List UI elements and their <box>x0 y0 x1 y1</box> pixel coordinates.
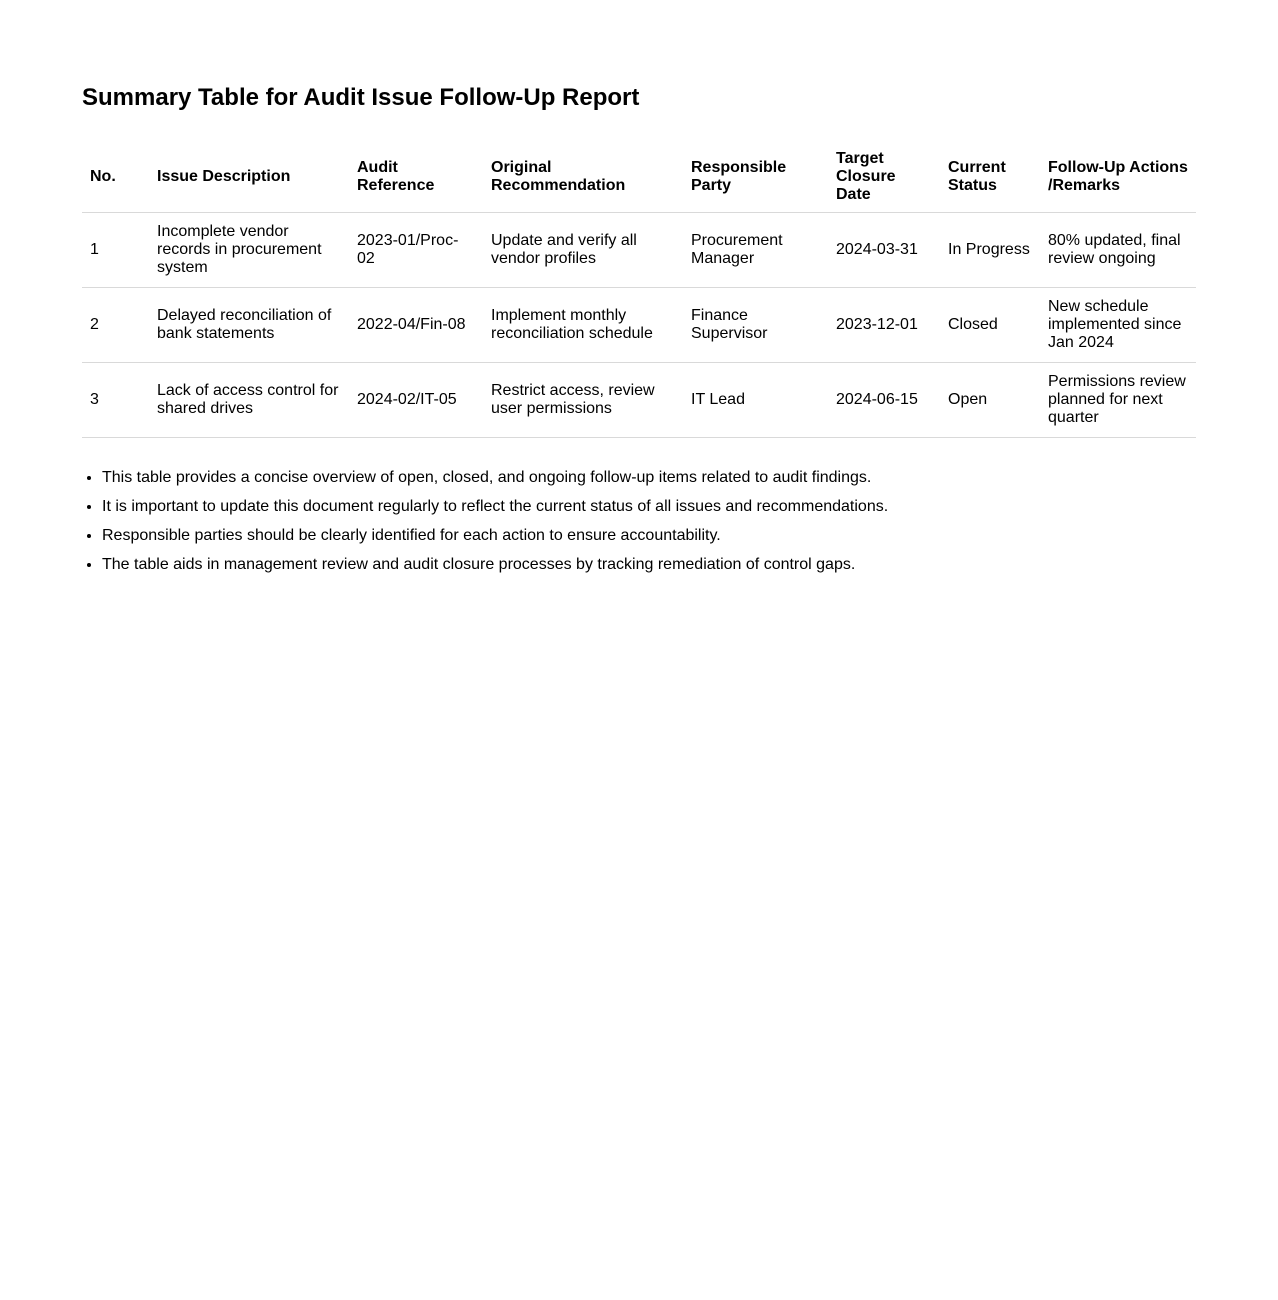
cell-issue-description: Lack of access control for shared drives <box>149 363 349 438</box>
cell-responsible-party: Procurement Manager <box>683 213 828 288</box>
note-item: • The table aids in management review and audit closure processes by tracking remediation of control gaps. <box>102 555 1196 575</box>
cell-follow-up-remarks: 80% updated, final review ongoing <box>1040 213 1196 288</box>
note-item: • It is important to update this document regularly to reflect the current status of all issues and recommendations. <box>102 497 1196 517</box>
table-row <box>82 363 1196 438</box>
cell-original-recommendation: Update and verify all vendor profiles <box>483 213 683 288</box>
notes-list <box>82 468 1196 575</box>
table-row <box>82 213 1196 288</box>
cell-current-status: Open <box>940 363 1040 438</box>
page-title: Summary Table for Audit Issue Follow-Up Report <box>82 84 640 111</box>
header-audit-reference: Audit Reference <box>349 142 483 213</box>
header-target-closure-date: Target Closure Date <box>828 142 940 213</box>
header-issue-description: Issue Description <box>149 142 349 213</box>
cell-responsible-party: Finance Supervisor <box>683 288 828 363</box>
cell-original-recommendation: Restrict access, review user permissions <box>483 363 683 438</box>
cell-no: 2 <box>82 288 149 363</box>
audit-summary-table <box>82 142 1196 438</box>
cell-audit-reference: 2022-04/Fin-08 <box>349 288 483 363</box>
cell-original-recommendation: Implement monthly reconciliation schedule <box>483 288 683 363</box>
cell-target-closure-date: 2024-06-15 <box>828 363 940 438</box>
table-header-row <box>82 142 1196 213</box>
cell-audit-reference: 2024-02/IT-05 <box>349 363 483 438</box>
cell-target-closure-date: 2023-12-01 <box>828 288 940 363</box>
cell-issue-description: Delayed reconciliation of bank statements <box>149 288 349 363</box>
note-item: • Responsible parties should be clearly identified for each action to ensure accountability. <box>102 526 1196 546</box>
cell-issue-description: Incomplete vendor records in procurement system <box>149 213 349 288</box>
header-no: No. <box>82 142 149 213</box>
document-page <box>0 0 1278 575</box>
table-row <box>82 288 1196 363</box>
cell-no: 1 <box>82 213 149 288</box>
cell-current-status: In Progress <box>940 213 1040 288</box>
header-original-recommendation: Original Recommendation <box>483 142 683 213</box>
note-item: • This table provides a concise overview of open, closed, and ongoing follow-up items related to audit findings. <box>102 468 1196 488</box>
cell-follow-up-remarks: New schedule implemented since Jan 2024 <box>1040 288 1196 363</box>
cell-target-closure-date: 2024-03-31 <box>828 213 940 288</box>
cell-responsible-party: IT Lead <box>683 363 828 438</box>
header-responsible-party: Responsible Party <box>683 142 828 213</box>
cell-audit-reference: 2023-01/Proc-02 <box>349 213 483 288</box>
cell-no: 3 <box>82 363 149 438</box>
cell-current-status: Closed <box>940 288 1040 363</box>
cell-follow-up-remarks: Permissions review planned for next quarter <box>1040 363 1196 438</box>
header-current-status: Current Status <box>940 142 1040 213</box>
header-follow-up-remarks: Follow-Up Actions /Remarks <box>1040 142 1196 213</box>
